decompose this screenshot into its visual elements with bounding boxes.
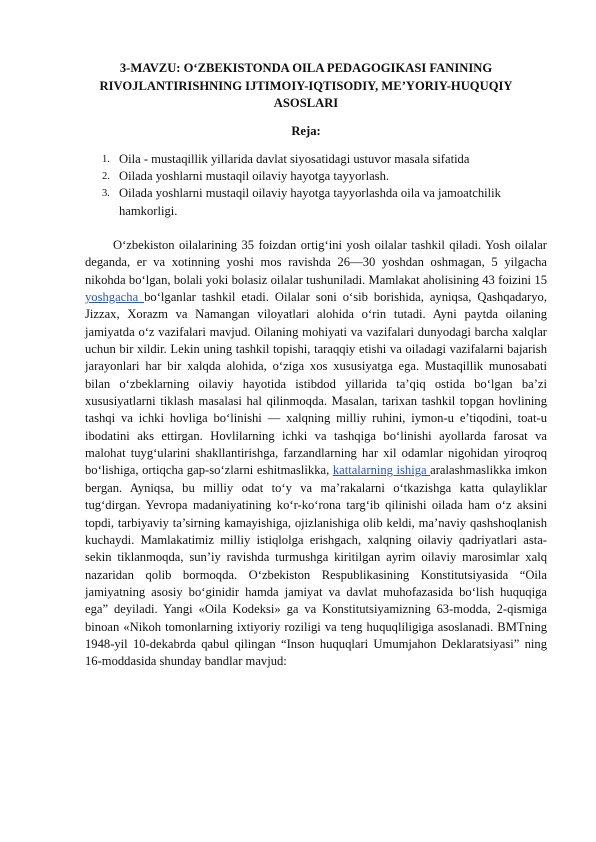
plan-item bbox=[102, 185, 547, 219]
plan-item-number: 1. bbox=[102, 154, 110, 165]
link-yoshgacha[interactable]: yoshgacha bbox=[85, 290, 145, 305]
plan-item-number: 3. bbox=[102, 188, 110, 200]
document-title: 3-MAVZU: O‘ZBEKISTONDA OILA PEDAGOGIKASI FANINING RIVOJLANTIRISHNING IJTIMOIY-IQTISODIY, ME’YORIY-HUQUQIY ASOSLARI bbox=[99, 61, 513, 110]
plan-item bbox=[102, 151, 547, 168]
plan-item-text: Oilada yoshlarni mustaqil oilaviy hayotga tayyorlash. bbox=[119, 169, 390, 184]
link-kattalarning-ishiga[interactable]: kattalarning ishiga bbox=[332, 463, 431, 478]
plan-item-number: 2. bbox=[102, 171, 110, 183]
paragraph-text-3: aralashmaslikka imkon bergan. Ayniqsa, bu milliy odat to‘y va ma’rakalarni o‘tkazishga katta qulayliklar tug‘dirgan. Yevropa madaniyatining ko‘r-ko‘rona targ‘ib qilinishi oilada ham o‘z aksini topdi, tarbiyaviy ta’sirning kamayishiga, ojizlanishiga olib keldi, ma’naviy qashshoqlanish kuchaydi. Mamlakatimiz milliy istiqlolga erishgach, xalqning oilaviy qadriyatlari asta-sekin tiklanmoqda, sun’iy ravishda turmushga kiritilgan ayrim oilaviy marosimlar xalq nazaridan qolib bormoqda. O‘zbekiston Respublikasining Konstitutsiyasida “Oila jamiyatning asosiy bo‘ginidir hamda jamiyat va davlat muhofazasida bo‘lish huquqiga ega” deyiladi. Yangi «Oila Kodeksi» ga va Konstitutsiyamizning 63-modda, 2-qismiga binoan «Nikoh tomonlarning ixtiyoriy roziligi va teng huquqliligiga asoslanadi. BMTning 1948-yil 10-dekabrda qabul qilingan “Inson huquqlari Umumjahon Deklaratsiyasi” ning 16-moddasida shunday bandlar mavjud: bbox=[85, 463, 547, 669]
plan-item bbox=[102, 168, 547, 185]
paragraph-text-2: bo‘lganlar tashkil etadi. Oilalar soni o‘sib borishida, ayniqsa, Qashqadaryo, Jizzax, Xorazm va Namangan viloyatlari alohida o‘rin tutadi. Ayni paytda oilaning jamiyatda o‘z vazifalari mavjud. Oilaning mohiyati va vazifalari dunyodagi barcha xalqlar uchun bir xildir. Lekin uning tashkil topishi, taraqqiy etishi va oiladagi vazifalarni bajarish jarayonlari har bir xalqda alohida, o‘ziga xos xususiyatga ega. Mustaqillik munosabati bilan o‘zbeklarning oilaviy hayotida istibdod yillarida ta’qiq ostida bo‘lgan ba’zi xususiyatlarni tiklash masalasi hal qilinmoqda. Masalan, tarixan tashkil topgan hovlining tashqi va ichki hovliga bo‘linishi — xalqning milliy ruhini, iymon-u e’tiqodini, toat-u ibodatini aks ettirgan. Hovlilarning ichki va tashqiga bo‘linishi ayollarda farosat va malohat tuyg‘ularini shakllantirishga, farzandlarning har xil odamlar nigohidan yiroqroq bo‘lishiga, ortiqcha gap-so‘zlarni eshitmaslikka, bbox=[85, 290, 547, 478]
plan-list bbox=[102, 151, 547, 220]
plan-heading: Reja: bbox=[291, 124, 321, 138]
body-paragraph bbox=[85, 237, 547, 671]
paragraph-text-1: O‘zbekiston oilalarining 35 foizdan ortig‘ini yosh oilalar tashkil qiladi. Yosh oilalar deganda, er va xotinning yoshi mos ravishda 26—30 yoshdan oshmagan, 5 yilgacha nikohda bo‘lgan, bolali yoki bolasiz oilalar tushuniladi. Mamlakat aholisining 43 foizini 15 bbox=[85, 238, 547, 287]
plan-item-text: Oilada yoshlarni mustaqil oilaviy hayotga tayyorlashda oila va jamoatchilik hamkorligi. bbox=[119, 186, 501, 218]
plan-item-text: Oila - mustaqillik yillarida davlat siyosatidagi ustuvor masala sifatida bbox=[119, 152, 470, 166]
